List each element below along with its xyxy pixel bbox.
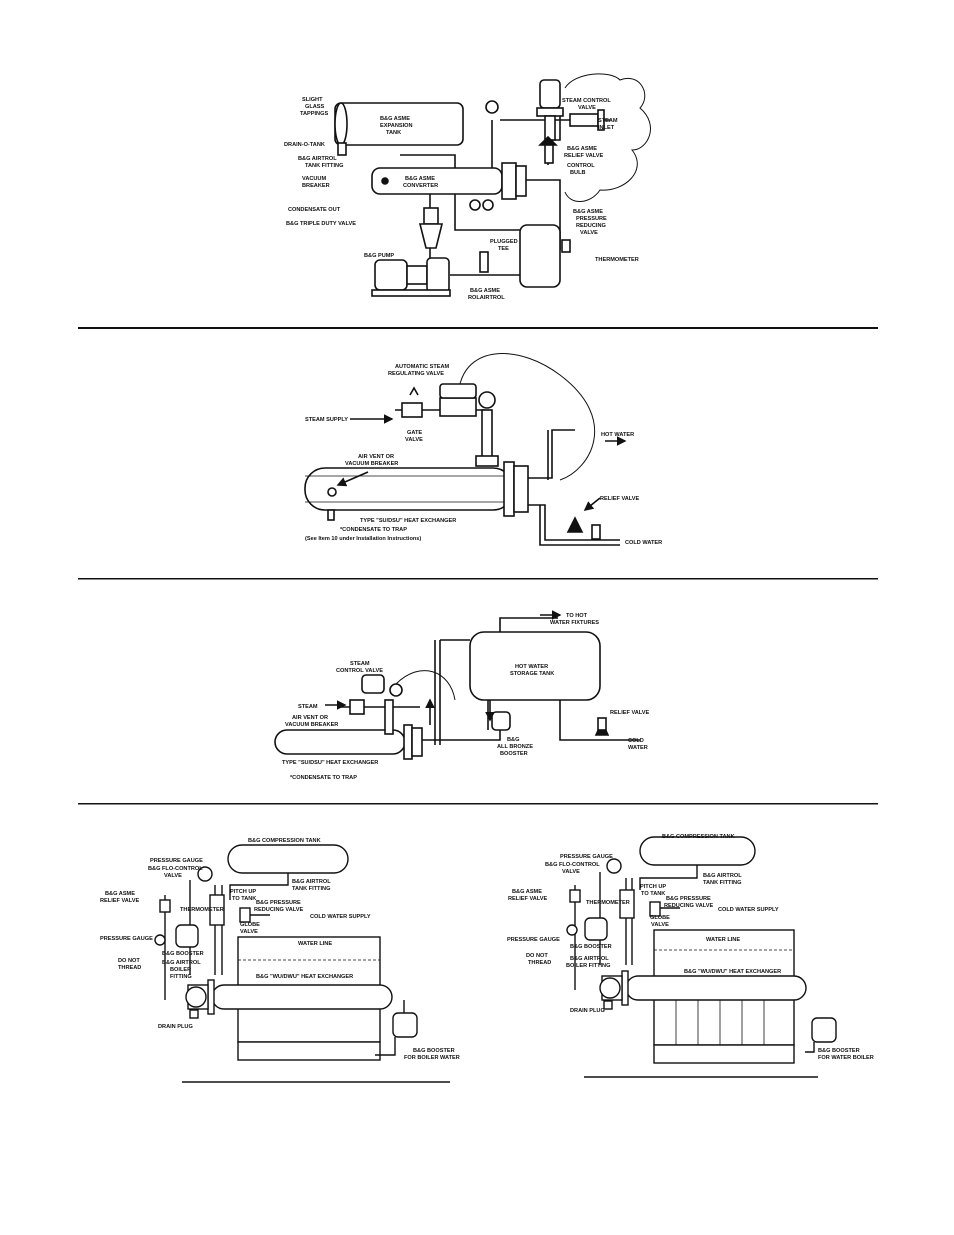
label-hot-water: HOT WATER (601, 432, 635, 438)
diagram-label-line: TANK FITTING (305, 163, 344, 169)
diagram-label-line: EXPANSION (380, 123, 413, 129)
steam-control-valve (540, 80, 560, 108)
label-control-bulb: CONTROL (567, 163, 595, 169)
label-relief-valve-2: RELIEF VALVE (600, 496, 640, 502)
diagram-label-line: TAPPINGS (300, 111, 329, 117)
label-steam-control-3: STEAM (350, 661, 370, 667)
label-do-not-thread-left: DO NOT (118, 958, 140, 964)
label-globe-valve-right: GLOBE (650, 915, 670, 921)
booster-left (176, 925, 198, 947)
label-air-vent: AIR VENT OR (358, 454, 395, 460)
diagram-label-line: WATER FIXTURES (550, 620, 599, 626)
diagram-label-line: VACUUM BREAKER (285, 722, 339, 728)
label-steam-control: STEAM CONTROL (562, 98, 611, 104)
diagram-label-line: VALVE (580, 230, 598, 236)
label-booster-boiler-right: B&G BOOSTER (818, 1048, 860, 1054)
diagram-label-line: VALVE (405, 437, 423, 443)
label-compression-tank-left: B&G COMPRESSION TANK (248, 838, 321, 844)
diagram-label-line: CONVERTER (403, 183, 439, 189)
label-airtrol-fitting: B&G AIRTROL (298, 156, 337, 162)
label-pressure-gauge-left-2: PRESSURE GAUGE (100, 936, 153, 942)
label-steam-supply: STEAM SUPPLY (305, 417, 348, 423)
diagram-label-line: VALVE (578, 105, 596, 111)
label-water-line-right: WATER LINE (706, 937, 741, 943)
pressure-gauge-2 (479, 392, 495, 408)
label-condensate-out: CONDENSATE OUT (288, 207, 341, 213)
label-airtrol-fitting-left: B&G AIRTROL (292, 879, 331, 885)
pressure-gauge (486, 101, 498, 113)
diagram-label-line: FITTING (170, 974, 192, 980)
diagram-label-line: INLET (598, 125, 615, 131)
divider-3 (78, 803, 878, 805)
diagram-label-line: THREAD (118, 965, 142, 971)
diagram-label-line: RELIEF VALVE (508, 896, 548, 902)
label-to-fixtures: TO HOT (566, 613, 588, 619)
label-condensate-trap-3: *CONDENSATE TO TRAP (290, 775, 357, 781)
label-condensate-trap: *CONDENSATE TO TRAP (340, 527, 407, 533)
label-boiler-fitting-left: B&G AIRTROL (162, 960, 201, 966)
label-thermometer-right: THERMOMETER (586, 900, 630, 906)
label-do-not-thread-right: DO NOT (526, 953, 548, 959)
diagram-label-line: VALVE (240, 929, 258, 935)
label-converter: B&G ASME (405, 176, 435, 182)
label-prv-right: B&G PRESSURE (666, 896, 711, 902)
diagram-label-line: FOR BOILER WATER (404, 1055, 460, 1061)
label-flo-control-left: B&G FLO-CONTROL (148, 866, 203, 872)
diagram-label-line: BOOSTER (500, 751, 528, 757)
diagram-label-line: TANK FITTING (292, 886, 331, 892)
diagram-label-line: RELIEF VALVE (564, 153, 604, 159)
wu-dwu-heat-exchanger-right (626, 976, 806, 1000)
label-su-dsu: TYPE "SU/DSU" HEAT EXCHANGER (360, 518, 457, 524)
booster-right (585, 918, 607, 940)
label-all-bronze-booster: B&G (507, 737, 520, 743)
compression-tank-right (640, 837, 755, 865)
label-relief-valve: B&G ASME (567, 146, 597, 152)
label-pressure-gauge-right: PRESSURE GAUGE (560, 854, 613, 860)
wu-dwu-heat-exchanger-left (212, 985, 392, 1009)
label-booster-boiler-left: B&G BOOSTER (413, 1048, 455, 1054)
diagram-label-line: BULB (570, 170, 586, 176)
label-globe-valve-left: GLOBE (240, 922, 260, 928)
diagram-label-line: WATER (628, 745, 648, 751)
diagram-label-line: TO TANK (641, 891, 666, 897)
diagram-label-line: BREAKER (302, 183, 330, 189)
label-cold-water-3: COLD (628, 738, 644, 744)
diagram-label-line: BOILER FITTING (566, 963, 611, 969)
label-cold-water-supply-left: COLD WATER SUPPLY (310, 914, 371, 920)
converter (372, 168, 502, 194)
label-cold-water-supply-right: COLD WATER SUPPLY (718, 907, 779, 913)
diagram-label-line: PRESSURE (576, 216, 607, 222)
diagram-label-line: REGULATING VALVE (388, 371, 444, 377)
label-expansion-tank: B&G ASME (380, 116, 410, 122)
label-thermometer-left: THERMOMETER (180, 907, 224, 913)
label-drain-o-tank: DRAIN-O-TANK (284, 142, 325, 148)
label-pitch-up-right: PITCH UP (640, 884, 667, 890)
pump-motor (375, 260, 407, 290)
diagram-label-line: VALVE (164, 873, 182, 879)
label-pump: B&G PUMP (364, 253, 395, 259)
label-sight-glass: SLIGHT (302, 97, 323, 103)
diagram-label-line: REDUCING VALVE (254, 907, 304, 913)
divider-1 (78, 327, 878, 329)
auto-steam-valve (440, 384, 476, 398)
diagram-label-line: TANK (386, 130, 402, 136)
label-compression-tank-right: B&G COMPRESSION TANK (662, 834, 735, 840)
label-heat-exchanger-right: B&G "WU/DWU" HEAT EXCHANGER (684, 969, 782, 975)
heat-exchanger-steam-diagram (305, 354, 625, 545)
diagram-label-line: ROLAIRTROL (468, 295, 505, 301)
label-triple-duty: B&G TRIPLE DUTY VALVE (286, 221, 356, 227)
label-gate-valve: GATE (407, 430, 423, 436)
diagram-label-line: ALL BRONZE (497, 744, 533, 750)
diagram-label-line: CONTROL VALVE (336, 668, 383, 674)
compression-tank-left (228, 845, 348, 873)
label-thermometer: THERMOMETER (595, 257, 639, 263)
diagram-label-line: BOILER (170, 967, 192, 973)
label-steam: STEAM (298, 704, 318, 710)
label-relief-valve-right: B&G ASME (512, 889, 542, 895)
diagram-label-line: GLASS (305, 104, 325, 110)
diagram-label-line: FOR WATER BOILER (818, 1055, 874, 1061)
label-water-line-left: WATER LINE (298, 941, 333, 947)
label-vacuum-breaker: VACUUM (302, 176, 327, 182)
diagram-label-line: TO TANK (232, 896, 257, 902)
su-dsu-heat-exchanger (305, 468, 513, 510)
label-see-item: (See Item 10 under Installation Instructions) (305, 536, 422, 542)
label-booster-right: B&G BOOSTER (570, 944, 612, 950)
rolairtrol (520, 225, 560, 287)
label-su-dsu-3: TYPE "SU/DSU" HEAT EXCHANGER (282, 760, 379, 766)
diagram-label-line: REDUCING VALVE (664, 903, 714, 909)
label-prv-left: B&G PRESSURE (256, 900, 301, 906)
diagram-label-line: VALVE (651, 922, 669, 928)
label-steam-inlet: STEAM (598, 118, 618, 124)
label-drain-plug-right: DRAIN PLUG (570, 1008, 605, 1014)
diagram-label-line: REDUCING (576, 223, 606, 229)
diagram-label-line: TEE (498, 246, 509, 252)
diagram-label-line: VACUUM BREAKER (345, 461, 399, 467)
label-drain-plug-left: DRAIN PLUG (158, 1024, 193, 1030)
label-flo-control-right: B&G FLO-CONTROL (545, 862, 600, 868)
diagram-label-line: TANK FITTING (703, 880, 742, 886)
label-cold-water: COLD WATER (625, 540, 663, 546)
label-boiler-fitting-right: B&G AIRTROL (570, 956, 609, 962)
label-rolairtrol: B&G ASME (470, 288, 500, 294)
label-airtrol-fitting-right: B&G AIRTROL (703, 873, 742, 879)
diagram-label-line: THREAD (528, 960, 552, 966)
label-heat-exchanger-left: B&G "WU/DWU" HEAT EXCHANGER (256, 974, 354, 980)
label-booster-left: B&G BOOSTER (162, 951, 204, 957)
divider-2 (78, 578, 878, 580)
label-prv: B&G ASME (573, 209, 603, 215)
label-pressure-gauge-left: PRESSURE GAUGE (150, 858, 203, 864)
label-air-vent-3: AIR VENT OR (292, 715, 329, 721)
label-auto-steam-valve: AUTOMATIC STEAM (395, 364, 450, 370)
diagram-label-line: RELIEF VALVE (100, 898, 140, 904)
label-relief-valve-3: RELIEF VALVE (610, 710, 650, 716)
label-pressure-gauge-right-2: PRESSURE GAUGE (507, 937, 560, 943)
label-plugged-tee: PLUGGED (490, 239, 518, 245)
label-pitch-up-left: PITCH UP (230, 889, 257, 895)
label-relief-valve-left: B&G ASME (105, 891, 135, 897)
diagram-label-line: VALVE (562, 869, 580, 875)
label-storage-tank: HOT WATER (515, 664, 549, 670)
diagram-label-line: STORAGE TANK (510, 671, 555, 677)
storage-tank-diagram (275, 615, 640, 759)
